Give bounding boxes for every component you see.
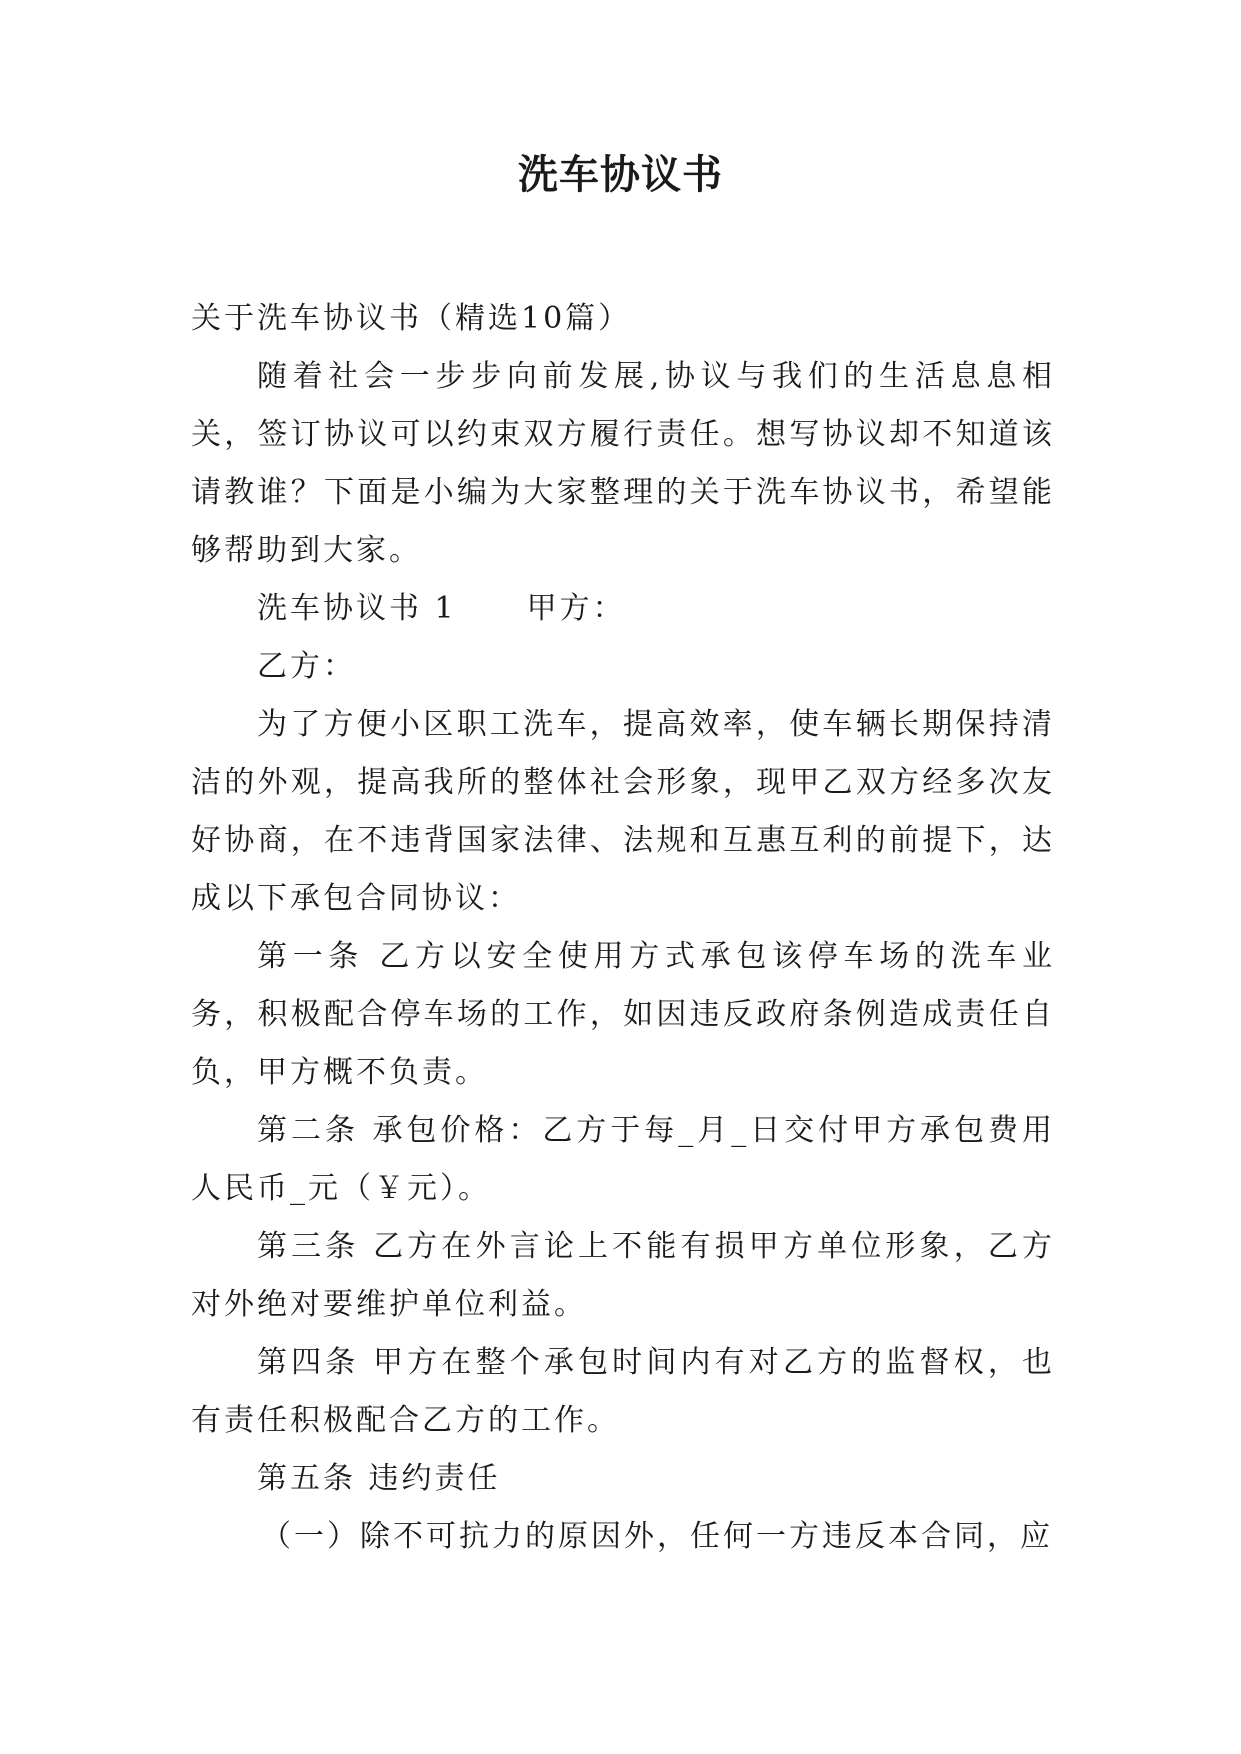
party-a-label: 甲方： (526, 591, 626, 626)
document-body (191, 290, 1055, 1566)
intro-paragraph: 随着社会一步步向前发展,协议与我们的生活息息相关，签订协议可以约束双方履行责任。想写协议却不知道该请教谁？下面是小编为大家整理的关于洗车协议书，希望能够帮助到大家。 (191, 359, 1055, 568)
preamble-paragraph: 为了方便小区职工洗车，提高效率，使车辆长期保持清洁的外观，提高我所的整体社会形象，现甲乙双方经多次友好协商，在不违背国家法律、法规和互惠互利的前提下，达成以下承包合同协议： (191, 707, 1055, 916)
article-5-heading: 第五条 违约责任 (257, 1461, 501, 1496)
party-b-label: 乙方： (257, 649, 356, 684)
article-4: 第四条 甲方在整个承包时间内有对乙方的监督权，也有责任积极配合乙方的工作。 (191, 1345, 1055, 1438)
article-1: 第一条 乙方以安全使用方式承包该停车场的洗车业务，积极配合停车场的工作，如因违反政府条例造成责任自负，甲方概不负责。 (191, 939, 1055, 1090)
subtitle-line: 关于洗车协议书（精选10篇） (191, 301, 632, 336)
page-title: 洗车协议书 (518, 152, 723, 198)
section-heading-line (191, 580, 1055, 638)
article-2: 第二条 承包价格：乙方于每_月_日交付甲方承包费用人民币_元（￥元）。 (191, 1113, 1055, 1206)
section-heading: 洗车协议书 1 (257, 591, 457, 626)
article-3: 第三条 乙方在外言论上不能有损甲方单位形象，乙方对外绝对要维护单位利益。 (191, 1229, 1055, 1322)
clause-5-1: （一）除不可抗力的原因外，任何一方违反本合同，应 (261, 1519, 1053, 1554)
